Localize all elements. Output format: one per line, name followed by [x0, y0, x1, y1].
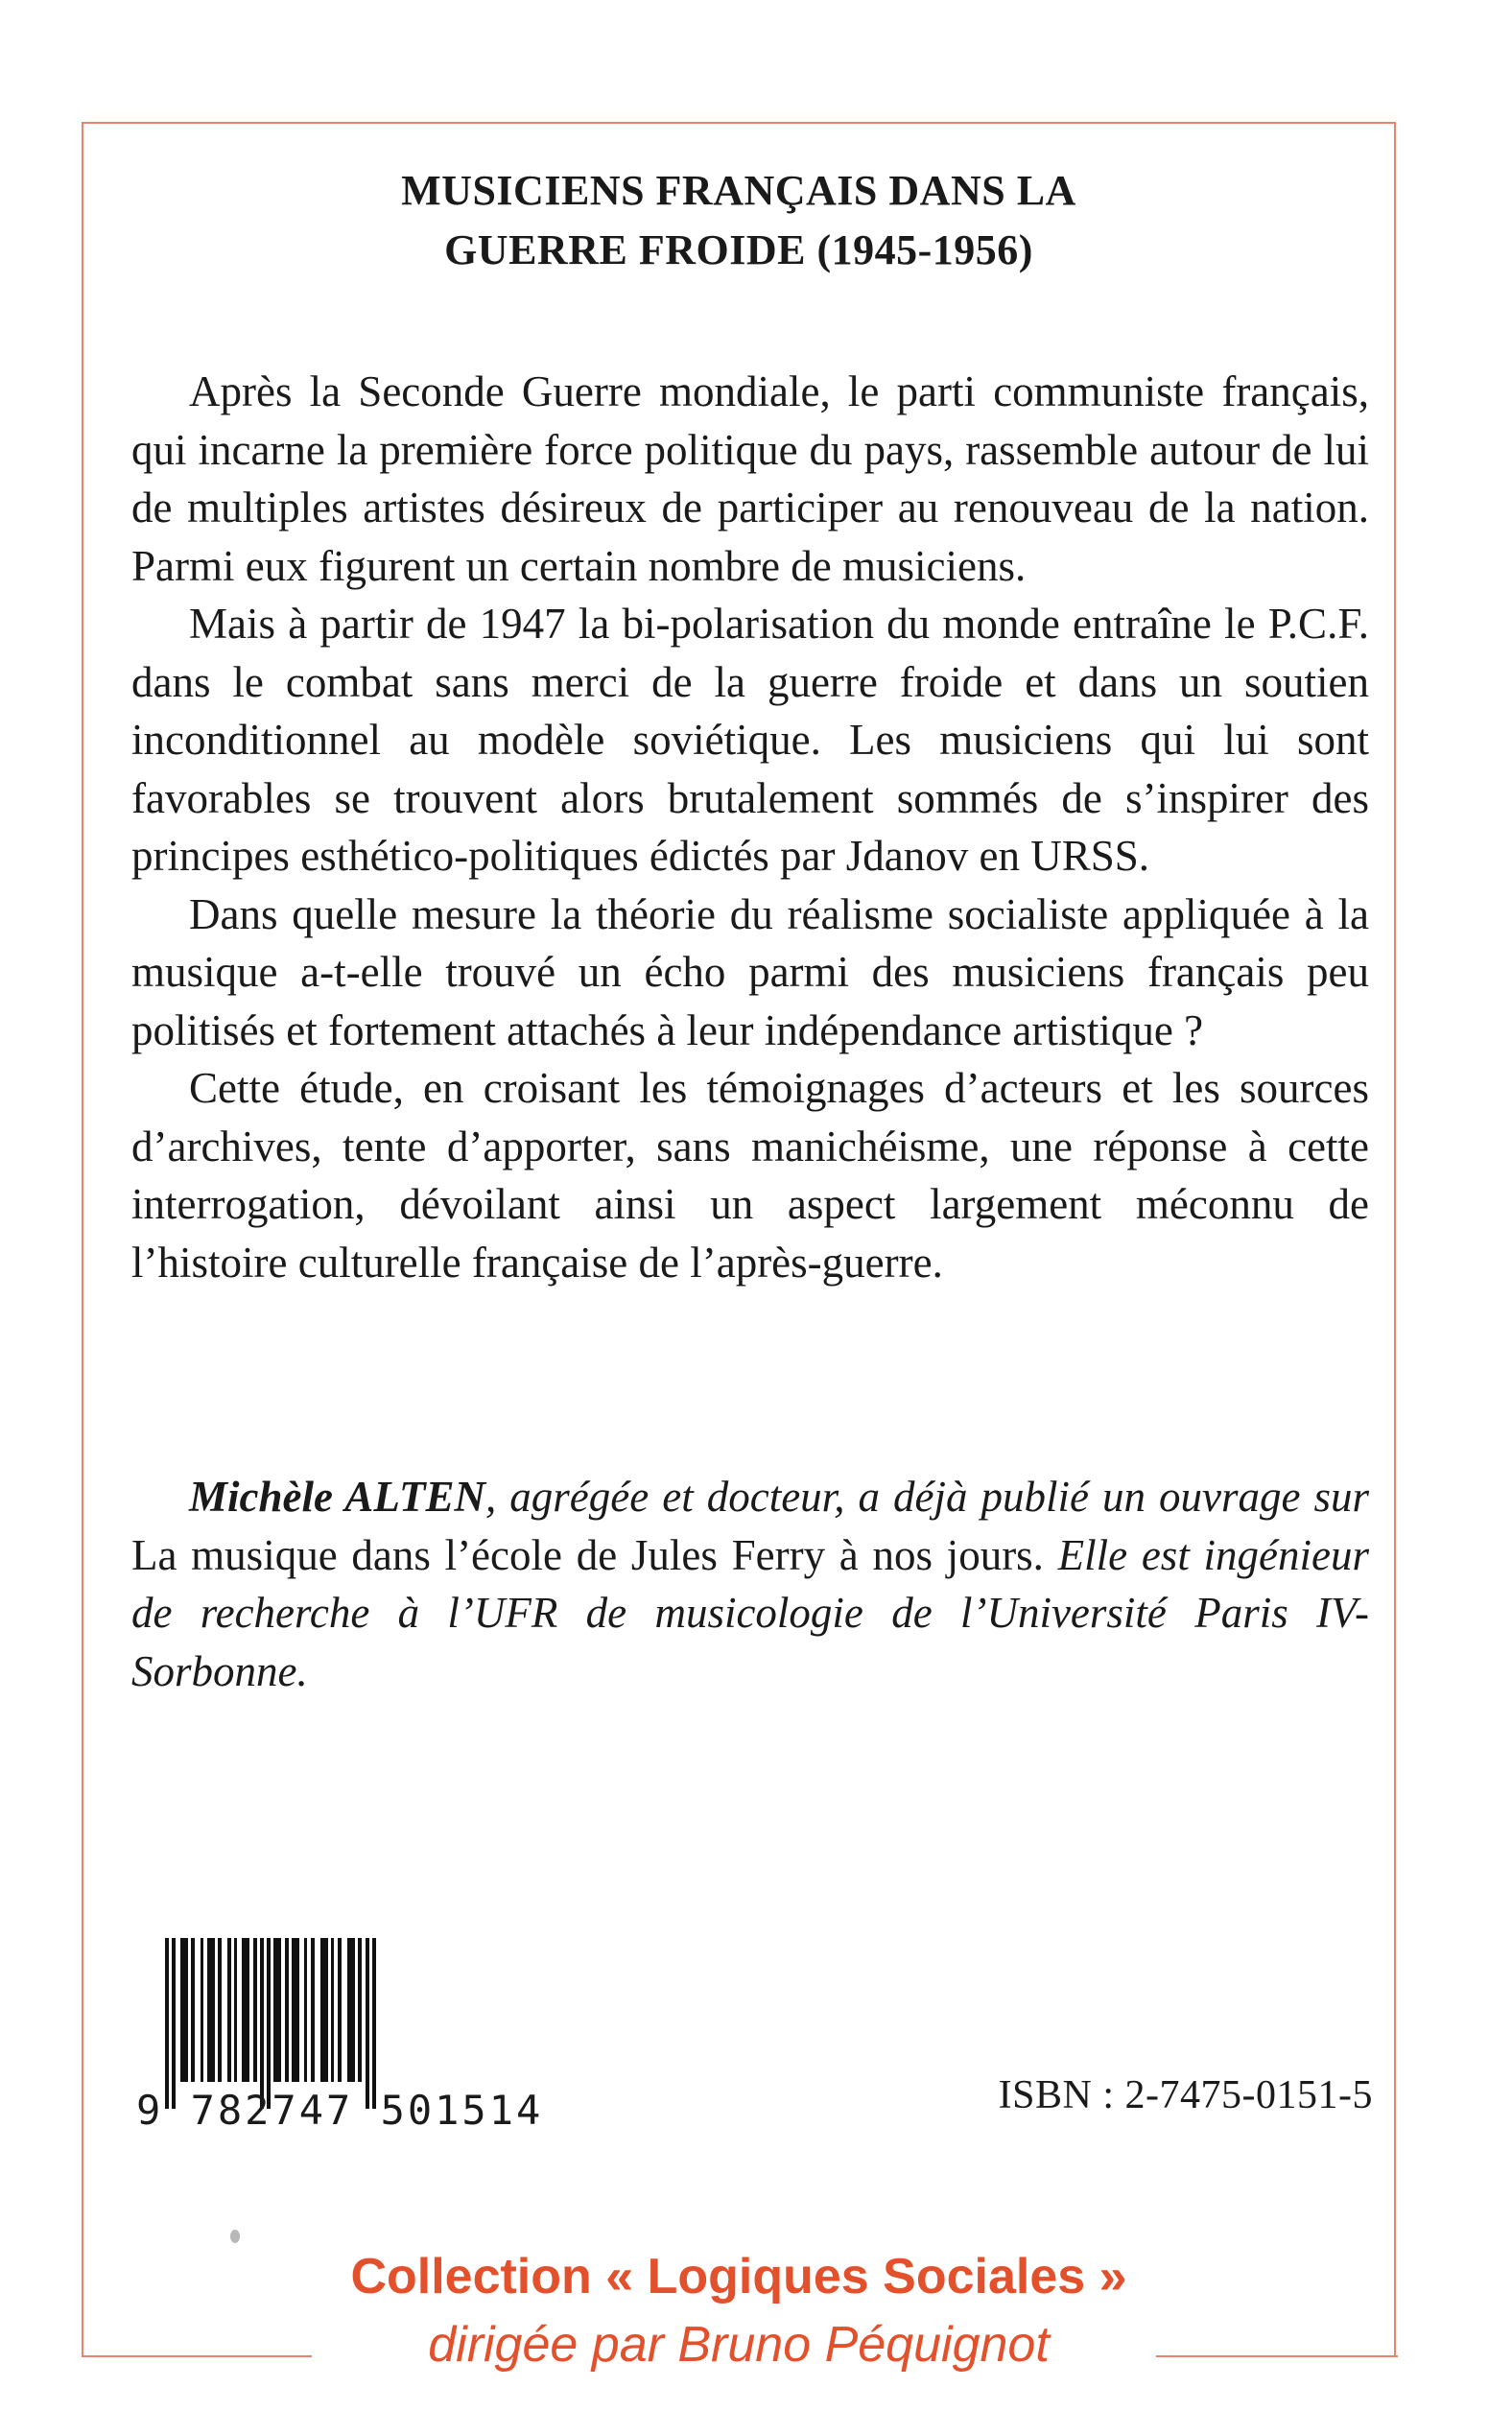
print-speck: [230, 2230, 240, 2243]
book-title: [82, 161, 1396, 280]
barcode-bar: [292, 1938, 299, 2082]
author-previous-book-title: La musique dans l’école de Jules Ferry à nos jours.: [131, 1530, 1044, 1579]
barcode-bar: [273, 1938, 281, 2082]
book-title-line-2: GUERRE FROIDE (1945-1956): [444, 226, 1033, 273]
author-bio-part-2: Elle est ingénieur de recherche à l’UFR de musicologie de l’Université Paris IV-Sorbonne.: [131, 1530, 1369, 1695]
author-bio: [131, 1468, 1369, 1700]
collection-director: dirigée par Bruno Péquignot: [428, 2317, 1050, 2373]
collection-name: Collection « Logiques Sociales »: [350, 2249, 1127, 2304]
divider-right: [1156, 2355, 1398, 2357]
barcode-bar: [242, 1938, 249, 2082]
summary-paragraph-4: Cette étude, en croisant les témoignages d’acteurs et les sources d’archives, tente d’apporter, sans manichéisme, une réponse à cette interrogation, dévoilant ainsi un aspect largement méconnu de l’histoire culturelle française de l’après-guerre.: [131, 1064, 1369, 1287]
summary-text: [131, 363, 1369, 1291]
barcode-bar: [320, 1938, 328, 2082]
barcode-bar: [347, 1938, 355, 2082]
author-bio-paragraph: [131, 1468, 1369, 1700]
book-title-line-1: MUSICIENS FRANÇAIS DANS LA: [401, 167, 1076, 214]
barcode-digits: 9 782747 501514: [136, 2087, 544, 2134]
barcode: [136, 1938, 544, 2139]
barcode-bar: [207, 1938, 215, 2082]
barcode-bar: [372, 1938, 376, 2109]
author-bio-part-1: , agrégée et docteur, a déjà publié un ouvrage sur: [485, 1473, 1370, 1521]
summary-paragraph-2: Mais à partir de 1947 la bi-polarisation du monde entraîne le P.C.F. dans le combat sans merci de la guerre froide et dans un soutien inconditionnel au modèle soviétique. Les musiciens qui lui sont favorables se trouvent alors brutalement sommés de s’inspirer des principes esthético-politiques édictés par Jdanov en URSS.: [131, 600, 1369, 880]
author-name: Michèle ALTEN: [189, 1473, 486, 1521]
summary-paragraph-3: Dans quelle mesure la théorie du réalisme socialiste appliquée à la musique a-t-elle trouvé un écho parmi des musiciens français peu politisés et fortement attachés à leur indépendance artistique ?: [131, 889, 1369, 1054]
barcode-bar: [180, 1938, 188, 2082]
barcode-bars: [165, 1938, 376, 2096]
isbn-number: ISBN : 2-7475-0151-5: [998, 2073, 1373, 2117]
summary-paragraph-1: Après la Seconde Guerre mondiale, le parti communiste français, qui incarne la première force politique du pays, rassemble autour de lui de multiples artistes désireux de participer au renouveau de la nation. Parmi eux figurent un certain nombre de musiciens.: [131, 367, 1369, 590]
